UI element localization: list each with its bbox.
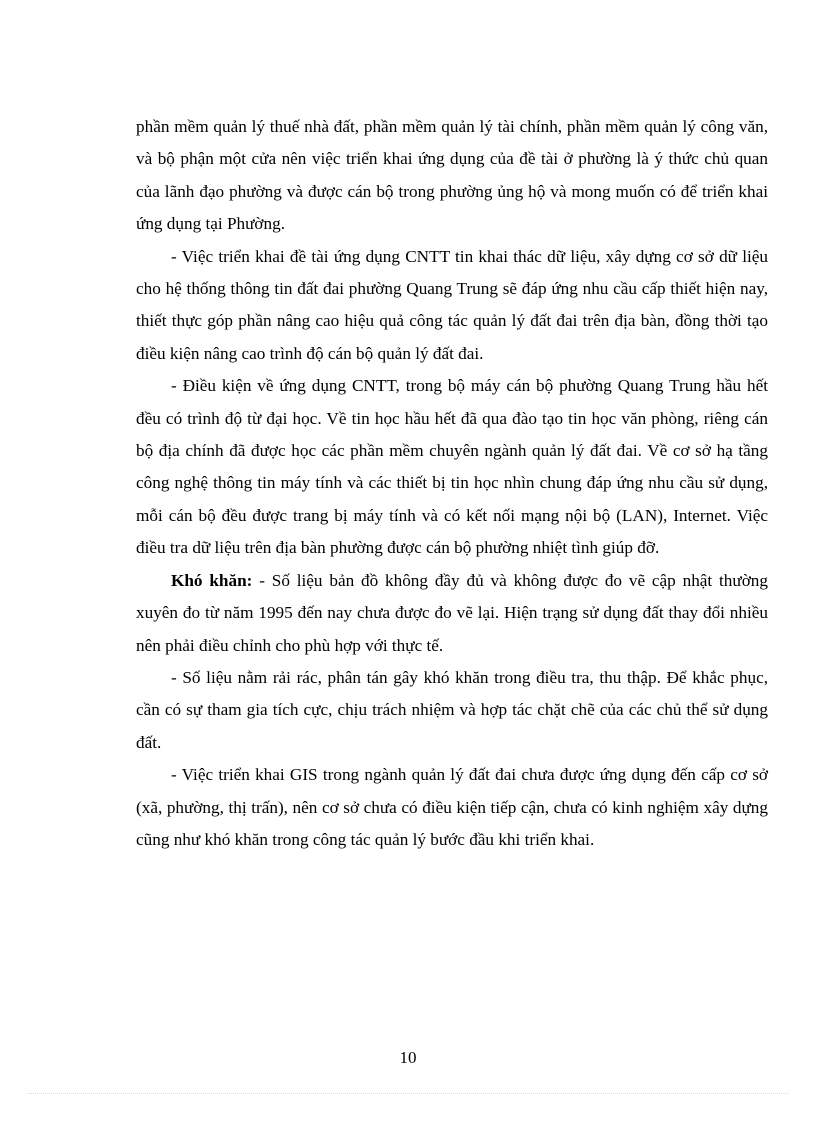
paragraph-5 (136, 662, 768, 759)
paragraph-2-text: - Việc triển khai đề tài ứng dụng CNTT tin khai thác dữ liệu, xây dựng cơ sở dữ liệu cho hệ thống thông tin đất đai phường Quang Trung sẽ đáp ứng nhu cầu cấp thiết hiện nay, thiết thực góp phần nâng cao hiệu quả công tác quản lý đất đai trên địa bàn, đồng thời tạo điều kiện nâng cao trình độ cán bộ quản lý đất đai. (136, 246, 768, 363)
paragraph-1-text: phần mềm quản lý thuế nhà đất, phần mềm quản lý tài chính, phần mềm quản lý công văn, và bộ phận một cửa nên việc triển khai ứng dụng của đề tài ở phường là ý thức chủ quan của lãnh đạo phường và được cán bộ trong phường ủng hộ và mong muốn có để triển khai ứng dụng tại Phường. (136, 117, 768, 234)
paragraph-3 (136, 370, 768, 564)
difficulties-label: Khó khăn: (171, 570, 253, 590)
paragraph-4-text: - Số liệu bản đồ không đầy đủ và không được đo vẽ cập nhật thường xuyên đo từ năm 1995 đến nay chưa được đo vẽ lại. Hiện trạng sử dụng đất thay đổi nhiều nên phải điều chỉnh cho phù hợp với thực tế. (136, 570, 768, 655)
paragraph-4 (136, 565, 768, 662)
paragraph-6 (136, 759, 768, 856)
paragraph-1 (136, 111, 768, 241)
footer-divider (28, 1093, 788, 1094)
paragraph-3-text: - Điều kiện về ứng dụng CNTT, trong bộ máy cán bộ phường Quang Trung hầu hết đều có trình độ từ đại học. Về tin học hầu hết đã qua đào tạo tin học văn phòng, riêng cán bộ địa chính đã được học các phần mềm chuyên ngành quản lý đất đai. Về cơ sở hạ tầng công nghệ thông tin máy tính và các thiết bị tin học nhìn chung đáp ứng nhu cầu sử dụng, mỗi cán bộ đều được trang bị máy tính và có kết nối mạng nội bộ (LAN), Internet. Việc điều tra dữ liệu trên địa bàn phường được cán bộ phường nhiệt tình giúp đỡ. (136, 376, 768, 558)
paragraph-5-text: - Số liệu nằm rải rác, phân tán gây khó khăn trong điều tra, thu thập. Để khắc phục, cần có sự tham gia tích cực, chịu trách nhiệm và hợp tác chặt chẽ của các chủ thể sử dụng đất. (136, 667, 768, 752)
paragraph-6-text: - Việc triển khai GIS trong ngành quản lý đất đai chưa được ứng dụng đến cấp cơ sở (xã, phường, thị trấn), nên cơ sở chưa có điều kiện tiếp cận, chưa có kinh nghiệm xây dựng cũng như khó khăn trong công tác quản lý bước đầu khi triển khai. (136, 765, 768, 849)
page-number: 10 (399, 1048, 417, 1067)
body-text (136, 111, 768, 856)
paragraph-2 (136, 241, 768, 371)
